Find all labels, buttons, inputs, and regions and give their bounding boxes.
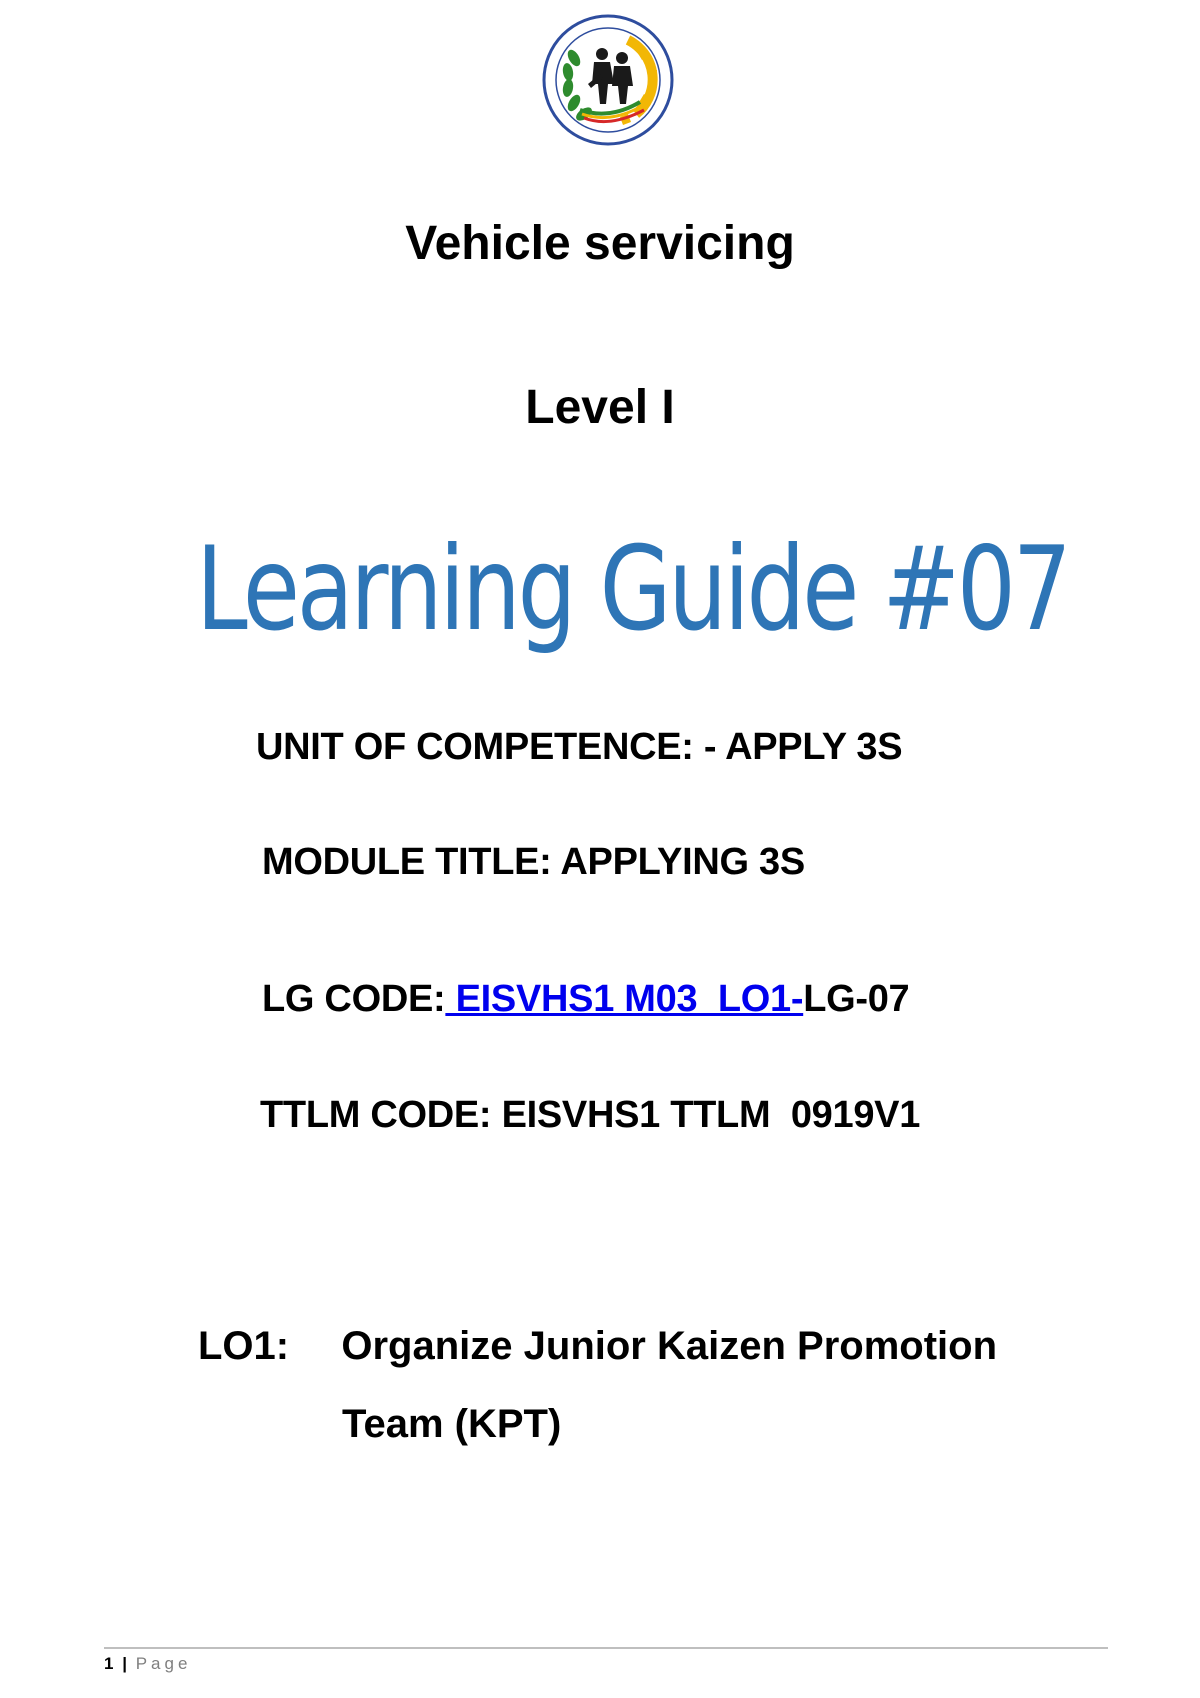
unit-of-competence xyxy=(256,726,902,769)
module-title-label: MODULE TITLE: xyxy=(262,841,552,883)
learning-guide-heading: Learning Guide #07 xyxy=(196,522,1069,657)
ttlm-code-value: EISVHS1 TTLM 0919V1 xyxy=(501,1094,921,1136)
footer-separator: | xyxy=(122,1654,127,1673)
learning-outcome xyxy=(198,1324,997,1369)
agency-seal-icon xyxy=(540,10,676,150)
learning-outcome-continuation: Team (KPT) xyxy=(342,1402,562,1446)
document-title: Vehicle servicing xyxy=(405,217,795,270)
lg-code-link[interactable]: EISVHS1 M03 LO1- xyxy=(445,978,804,1020)
unit-of-competence-value: - APPLY 3S xyxy=(703,726,903,768)
unit-of-competence-label: UNIT OF COMPETENCE: xyxy=(256,726,694,768)
ttlm-code xyxy=(260,1094,920,1137)
level-label: Level I xyxy=(525,381,675,434)
learning-outcome-label: LO1: xyxy=(198,1324,290,1368)
ttlm-code-label: TTLM CODE: xyxy=(260,1094,492,1136)
module-title xyxy=(262,841,805,884)
lg-code-suffix: LG-07 xyxy=(803,978,910,1020)
page-word: Page xyxy=(135,1654,192,1673)
lg-code xyxy=(262,978,909,1021)
page-footer xyxy=(104,1654,191,1674)
footer-divider xyxy=(104,1647,1108,1649)
lg-code-label: LG CODE: xyxy=(262,978,446,1020)
page-number: 1 xyxy=(104,1654,114,1673)
agency-logo xyxy=(540,10,676,150)
module-title-value: APPLYING 3S xyxy=(560,841,805,883)
learning-outcome-text: Organize Junior Kaizen Promotion xyxy=(341,1324,997,1368)
